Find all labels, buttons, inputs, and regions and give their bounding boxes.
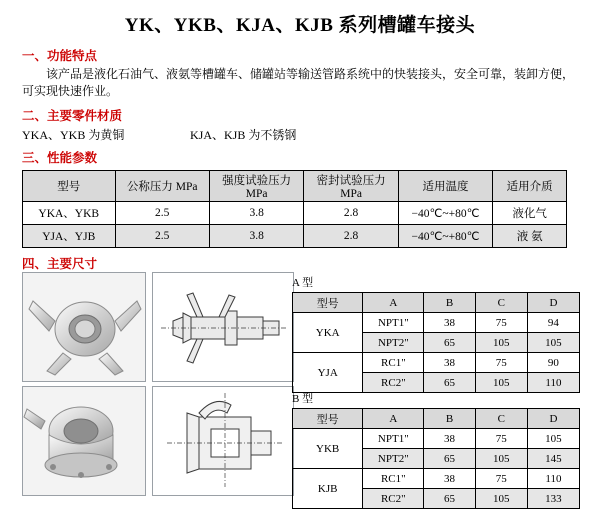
section-2-heading: 二、主要零件材质	[22, 108, 123, 123]
cell-a: RC2"	[363, 373, 424, 393]
figure-row-b	[22, 386, 294, 496]
cell-temp: −40℃~+80℃	[398, 224, 492, 247]
cell-b: 38	[424, 313, 475, 333]
drawing-coupling-a	[152, 272, 294, 382]
figure-row-a	[22, 272, 294, 382]
cell-strength: 3.8	[209, 224, 303, 247]
cell-b: 65	[424, 373, 475, 393]
cell-a: RC2"	[363, 489, 424, 509]
col-b: B	[424, 293, 475, 313]
cell-d: 90	[527, 353, 579, 373]
col-seal: 密封试验压力 MPa	[304, 170, 398, 201]
col-b: B	[424, 409, 475, 429]
figure-group	[22, 272, 294, 500]
cell-model: YKB	[293, 429, 363, 469]
cell-seal: 2.8	[304, 201, 398, 224]
cell-c: 75	[475, 353, 527, 373]
cell-model: YJA	[293, 353, 363, 393]
cell-a: RC1"	[363, 353, 424, 373]
col-c: C	[475, 293, 527, 313]
dim-table-b-label: B 型	[292, 393, 314, 405]
cell-d: 110	[527, 373, 579, 393]
cell-c: 75	[475, 429, 527, 449]
col-model: 型号	[23, 170, 116, 201]
col-a: A	[363, 409, 424, 429]
performance-table-wrap	[22, 170, 600, 248]
cell-d: 145	[527, 449, 579, 469]
cell-d: 94	[527, 313, 579, 333]
cell-a: NPT1"	[363, 429, 424, 449]
material-steel: KJA、KJB 为不锈钢	[190, 127, 297, 142]
cell-model: YJA、YJB	[23, 224, 116, 247]
cell-a: NPT1"	[363, 313, 424, 333]
cell-model: YKA	[293, 313, 363, 353]
cell-c: 105	[475, 373, 527, 393]
table-row	[293, 353, 580, 373]
table-row	[23, 224, 567, 247]
cell-medium: 液化气	[493, 201, 567, 224]
dim-table-b-wrap	[292, 390, 580, 509]
col-model: 型号	[293, 293, 363, 313]
dim-table-a-label: A 型	[292, 277, 314, 289]
cell-d: 105	[527, 429, 579, 449]
col-nominal: 公称压力 MPa	[115, 170, 209, 201]
cell-b: 65	[424, 489, 475, 509]
cell-c: 105	[475, 489, 527, 509]
cell-model: KJB	[293, 469, 363, 509]
col-a: A	[363, 293, 424, 313]
table-row	[293, 313, 580, 333]
cell-nominal: 2.5	[115, 201, 209, 224]
photo-coupling-a	[22, 272, 146, 382]
cell-c: 75	[475, 313, 527, 333]
col-d: D	[527, 293, 579, 313]
cell-a: NPT2"	[363, 449, 424, 469]
col-c: C	[475, 409, 527, 429]
section-3-heading: 三、性能参数	[22, 150, 98, 165]
dim-table-a-wrap	[292, 274, 580, 393]
col-temp: 适用温度	[398, 170, 492, 201]
cell-a: RC1"	[363, 469, 424, 489]
table-header-row	[23, 170, 567, 201]
cell-a: NPT2"	[363, 333, 424, 353]
cell-c: 105	[475, 449, 527, 469]
cell-d: 105	[527, 333, 579, 353]
material-brass: YKA、YKB 为黄铜	[22, 127, 125, 142]
cell-d: 133	[527, 489, 579, 509]
dim-table-a	[292, 292, 580, 393]
cell-b: 38	[424, 429, 475, 449]
cell-model: YKA、YKB	[23, 201, 116, 224]
cell-b: 38	[424, 353, 475, 373]
cell-seal: 2.8	[304, 224, 398, 247]
col-d: D	[527, 409, 579, 429]
table-row	[23, 201, 567, 224]
table-header-row	[293, 293, 580, 313]
material-line	[22, 126, 600, 143]
cell-d: 110	[527, 469, 579, 489]
drawing-coupling-b	[152, 386, 294, 496]
cell-strength: 3.8	[209, 201, 303, 224]
cell-temp: −40℃~+80℃	[398, 201, 492, 224]
section-1-body: 该产品是液化石油气、液氨等槽罐车、储罐站等输送管路系统中的快装接头，安全可靠，装卸方便，可实现快速作业。	[22, 67, 575, 99]
col-strength: 强度试验压力 MPa	[209, 170, 303, 201]
col-model: 型号	[293, 409, 363, 429]
col-medium: 适用介质	[493, 170, 567, 201]
cell-b: 65	[424, 449, 475, 469]
cell-nominal: 2.5	[115, 224, 209, 247]
section-4-heading: 四、主要尺寸	[22, 256, 98, 271]
table-row	[293, 429, 580, 449]
page-title: YK、YKB、KJA、KJB 系列槽罐车接头	[124, 15, 476, 36]
dim-table-b	[292, 408, 580, 509]
section-1-heading: 一、功能特点	[22, 49, 98, 63]
performance-table	[22, 170, 567, 248]
table-header-row	[293, 409, 580, 429]
cell-b: 65	[424, 333, 475, 353]
photo-coupling-b	[22, 386, 146, 496]
cell-b: 38	[424, 469, 475, 489]
cell-medium: 液 氨	[493, 224, 567, 247]
cell-c: 105	[475, 333, 527, 353]
table-row	[293, 469, 580, 489]
cell-c: 75	[475, 469, 527, 489]
